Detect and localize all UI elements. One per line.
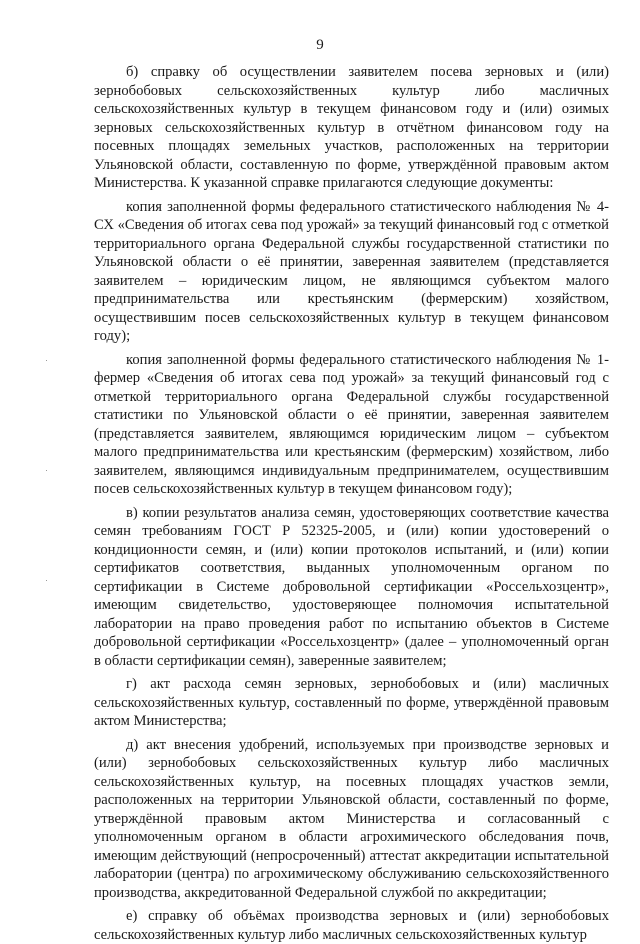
paragraph-e: е) справку об объёмах производства зерновых и (или) зернобобовых сельскохозяйственных культур либо масличных сельскохозяйственных культур [94,908,609,943]
paragraph-b: б) справку об осуществлении заявителем посева зерновых и (или) зернобобовых сельскохозяйственных культур либо масличных сельскохозяйственных культур в текущем финансовом году и (или) озимых зерновых сельскохозяйственных культур в отчётном финансовом году на посевных площадях земельных участков, расположенных на территории Ульяновской области, составленную по форме, утверждённой правовым актом Министерства. К указанной справке прилагаются следующие документы: [94,64,609,191]
margin-dot [46,580,47,581]
page-number: 9 [316,37,324,53]
paragraph-g: г) акт расхода семян зерновых, зернобобовых и (или) масличных сельскохозяйственных культур, составленный по форме, утверждённой правовым актом Министерства; [94,676,609,729]
margin-dot [46,470,47,471]
paragraph-1farmer-copy: копия заполненной формы федерального статистического наблюдения № 1-фермер «Сведения об итогах сева под урожай» за текущий финансовый год с отметкой территориального органа Федеральной службы государственной статистики по Ульяновской области о её принятии, заверенная заявителем (представляется заявителем, являющимся юридическим лицом – субъектом малого предпринимательства или крестьянским (фермерским) хозяйством, либо заявителем, являющимся индивидуальным предпринимателем, осуществившим посев сельскохозяйственных культур в текущем финансовом году); [94,351,609,497]
paragraph-v: в) копии результатов анализа семян, удостоверяющих соответствие качества семян требованиям ГОСТ Р 52325-2005, и (или) копии удостоверений о кондиционности семян, и (или) копии протоколов испытаний, и (или) копии сертификатов соответствия, выданных уполномоченным органом по сертификации в Системе добровольной сертификации «Россельхозцентр», имеющим свидетельство, удостоверяющее полномочия испытательной лаборатории на право проведения работ по испытанию объектов в Системе добровольной сертификации «Россельхозцентр» (далее – уполномоченный орган в области сертификации семян), заверенные заявителем; [94,504,609,669]
paragraph-d: д) акт внесения удобрений, используемых при производстве зерновых и (или) зернобобовых сельскохозяйственных культур либо масличных сельскохозяйственных культур, на посевных площадях участков земли, расположенных на территории Ульяновской области, составленный по форме, утверждённой правовым актом Министерства и согласованный с уполномоченным органом в области агрохимического обследования почв, имеющим действующий (непросроченный) аттестат аккредитации испытательной лаборатории (центра) по агрохимическому обслуживанию сельскохозяйственного производства, аккредитованной Федеральной службой по аккредитации; [94,736,609,901]
document-body [94,63,609,944]
margin-dot [46,360,47,361]
paragraph-4sx-copy: копия заполненной формы федерального статистического наблюдения № 4-СХ «Сведения об итогах сева под урожай» за текущий финансовый год с отметкой территориального органа Федеральной службы государственной статистики по Ульяновской области о её принятии, заверенная заявителем (представляется заявителем – юридическим лицом, не являющимся субъектом малого предпринимательства или крестьянским (фермерским) хозяйством, осуществившим посев сельскохозяйственных культур в текущем финансовом году); [94,198,609,344]
